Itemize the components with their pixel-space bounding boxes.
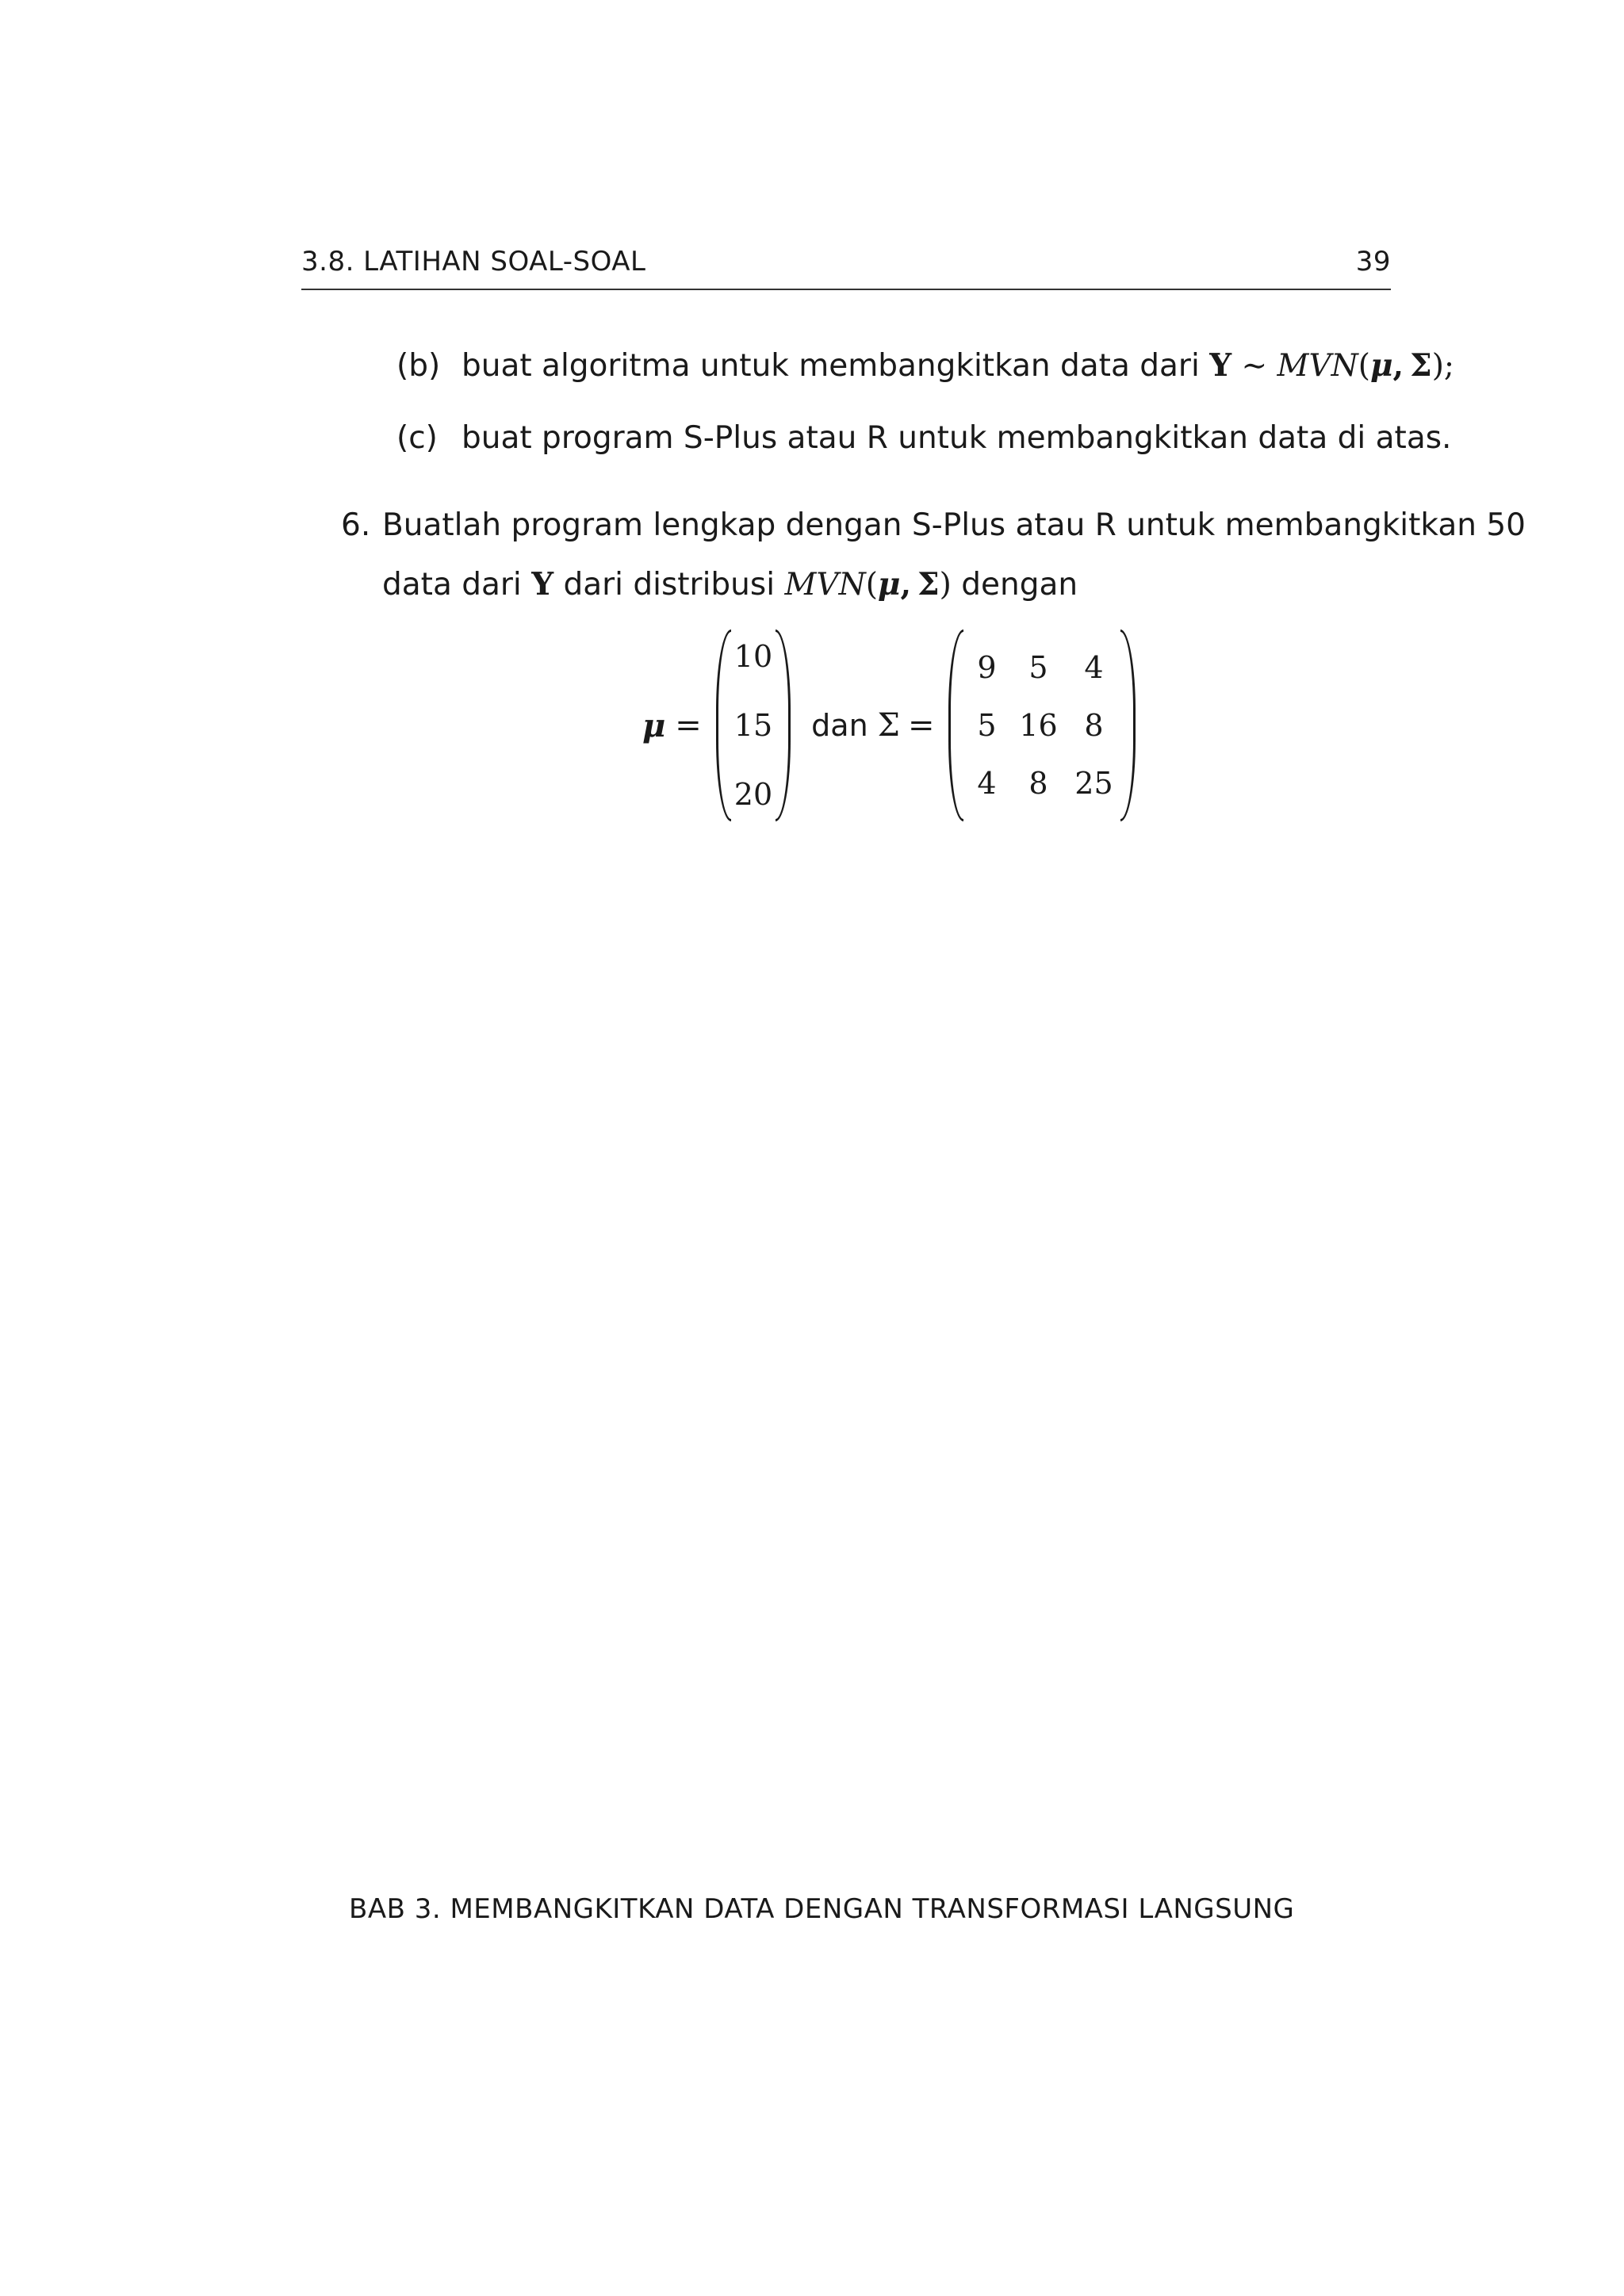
math-close-paren: ); [1431,348,1455,384]
mu-symbol: μ [642,706,666,744]
sigma-matrix-right-paren [1120,629,1136,821]
sigma-matrix-cell: 5 [1028,650,1048,686]
sigma-matrix-left-paren [948,629,963,821]
math-sigma: Σ [917,566,940,603]
sigma-matrix-cell: 25 [1074,765,1113,801]
math-open-paren: ( [1358,348,1370,384]
mu-vector [731,639,776,812]
mu-vector-entry: 10 [733,639,773,674]
item-b [396,347,1454,384]
math-mvn: MVN [784,567,866,603]
question-6-text-2b: dari distribusi [563,567,776,603]
math-mu: μ [877,566,901,603]
math-comma: , [900,566,912,603]
math-close-paren: ) [939,567,952,603]
mu-vector-left-paren [716,629,731,821]
item-c-label: (c) [396,420,438,456]
item-c [396,420,1451,456]
chapter-footer: BAB 3. MEMBANGKITKAN DATA DENGAN TRANSFORMASI LANGSUNG [349,1893,1295,1925]
item-c-text: buat program S-Plus atau R untuk membangkitkan data di atas. [462,420,1452,456]
header-rule [301,289,1391,290]
question-6-text-1: Buatlah program lengkap dengan S-Plus atau R untuk membangkitkan 50 [382,507,1526,543]
question-6-line2 [382,566,1078,603]
page-number: 39 [1355,246,1391,277]
item-b-label: (b) [396,348,441,384]
equals-sign: = [675,707,702,744]
math-Y: Y [1209,347,1232,384]
math-sigma: Σ [1410,347,1432,384]
mu-vector-entry: 20 [733,777,773,812]
math-comma: , [1392,347,1404,384]
sigma-matrix-cell: 4 [977,765,997,801]
section-title: 3.8. LATIHAN SOAL-SOAL [301,246,646,277]
question-6-text-2a: data dari [382,567,522,603]
sigma-matrix-cell: 5 [977,707,997,743]
sigma-matrix [963,639,1120,812]
math-mvn: MVN [1277,348,1358,384]
math-open-paren: ( [865,567,878,603]
math-Y: Y [531,566,554,603]
connector-text: dan [811,708,868,743]
question-6-text-2c: dengan [961,567,1078,603]
item-b-text: buat algoritma untuk membangkitkan data dari [462,348,1200,384]
math-sim: ∼ [1241,348,1268,384]
running-head [301,246,1391,277]
sigma-matrix-cell: 4 [1084,650,1104,686]
mu-vector-right-paren [776,629,791,821]
sigma-symbol: Σ [877,707,900,744]
equals-sign: = [907,707,935,744]
sigma-matrix-cell: 8 [1084,707,1104,743]
sigma-matrix-cell: 16 [1019,707,1058,743]
sigma-matrix-cell: 8 [1028,765,1048,801]
question-6-label: 6. [341,507,371,543]
display-equation [642,626,1136,825]
question-6-line1 [341,507,1526,543]
math-mu: μ [1370,347,1393,384]
mu-vector-entry: 15 [733,708,773,743]
sigma-matrix-cell: 9 [977,650,997,686]
